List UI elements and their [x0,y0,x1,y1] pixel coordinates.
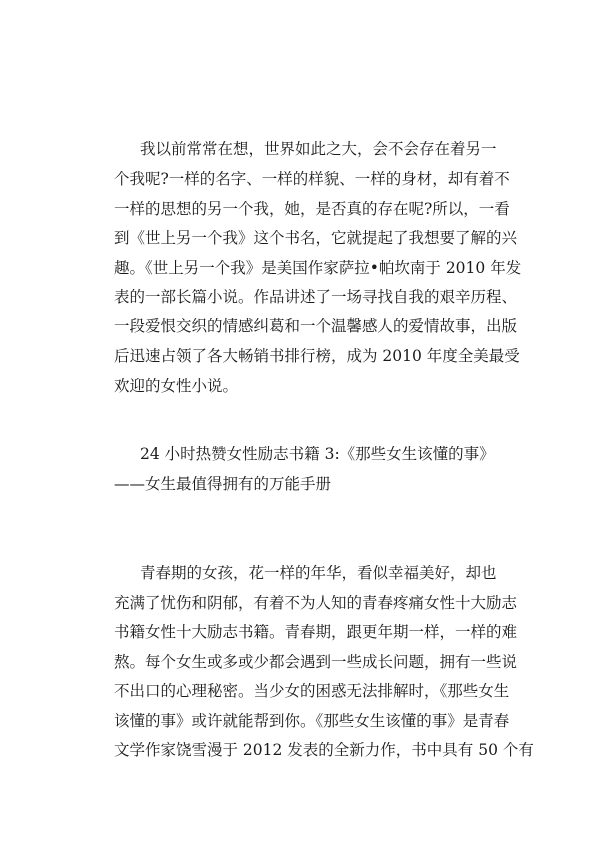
paragraph-2-line: 熬。每个女生或多或少都会遇到一些成长问题，拥有一些说 [114,653,518,671]
section-heading: 24 小时热赞女性励志书籍 3:《那些女生该懂的事》 [140,445,495,463]
paragraph-2-line: 青春期的女孩，花一样的年华，看似幸福美好，却也 [140,564,497,582]
paragraph-2-line: 不出口的心理秘密。当少女的困惑无法排解时，《那些女生 [114,682,510,700]
paragraph-2-line: 充满了忧伤和阴郁，有着不为人知的青春疼痛女性十大励志 [114,594,518,612]
paragraph-1-line: 我以前常常在想，世界如此之大，会不会存在着另一 [140,140,497,158]
paragraph-2-line: 书籍女性十大励志书籍。青春期，跟更年期一样，一样的难 [114,623,518,641]
paragraph-1-line: 表的一部长篇小说。作品讲述了一场寻找自我的艰辛历程、 [114,288,518,306]
paragraph-1-line: 欢迎的女性小说。 [114,377,239,395]
paragraph-1-line: 一段爱恨交织的情感纠葛和一个温馨感人的爱情故事，出版 [114,317,518,335]
section-subheading: ——女生最值得拥有的万能手册 [114,475,332,493]
paragraph-1-line: 趣。《世上另一个我》是美国作家萨拉•帕坎南于 2010 年发 [114,259,522,277]
paragraph-1-line: 到《世上另一个我》这个书名，它就提起了我想要了解的兴 [114,229,518,247]
paragraph-1-line: 后迅速占领了各大畅销书排行榜，成为 2010 年度全美最受 [114,347,520,365]
paragraph-1-line: 个我呢?一样的名字、一样的样貌、一样的身材，却有着不 [114,170,510,188]
paragraph-1-line: 一样的思想的另一个我，她，是否真的存在呢?所以，一看 [114,200,510,218]
paragraph-2-line: 该懂的事》或许就能帮到你。《那些女生该懂的事》是青春 [114,712,510,730]
paragraph-2-line: 文学作家饶雪漫于 2012 发表的全新力作，书中具有 50 个有 [114,741,534,759]
